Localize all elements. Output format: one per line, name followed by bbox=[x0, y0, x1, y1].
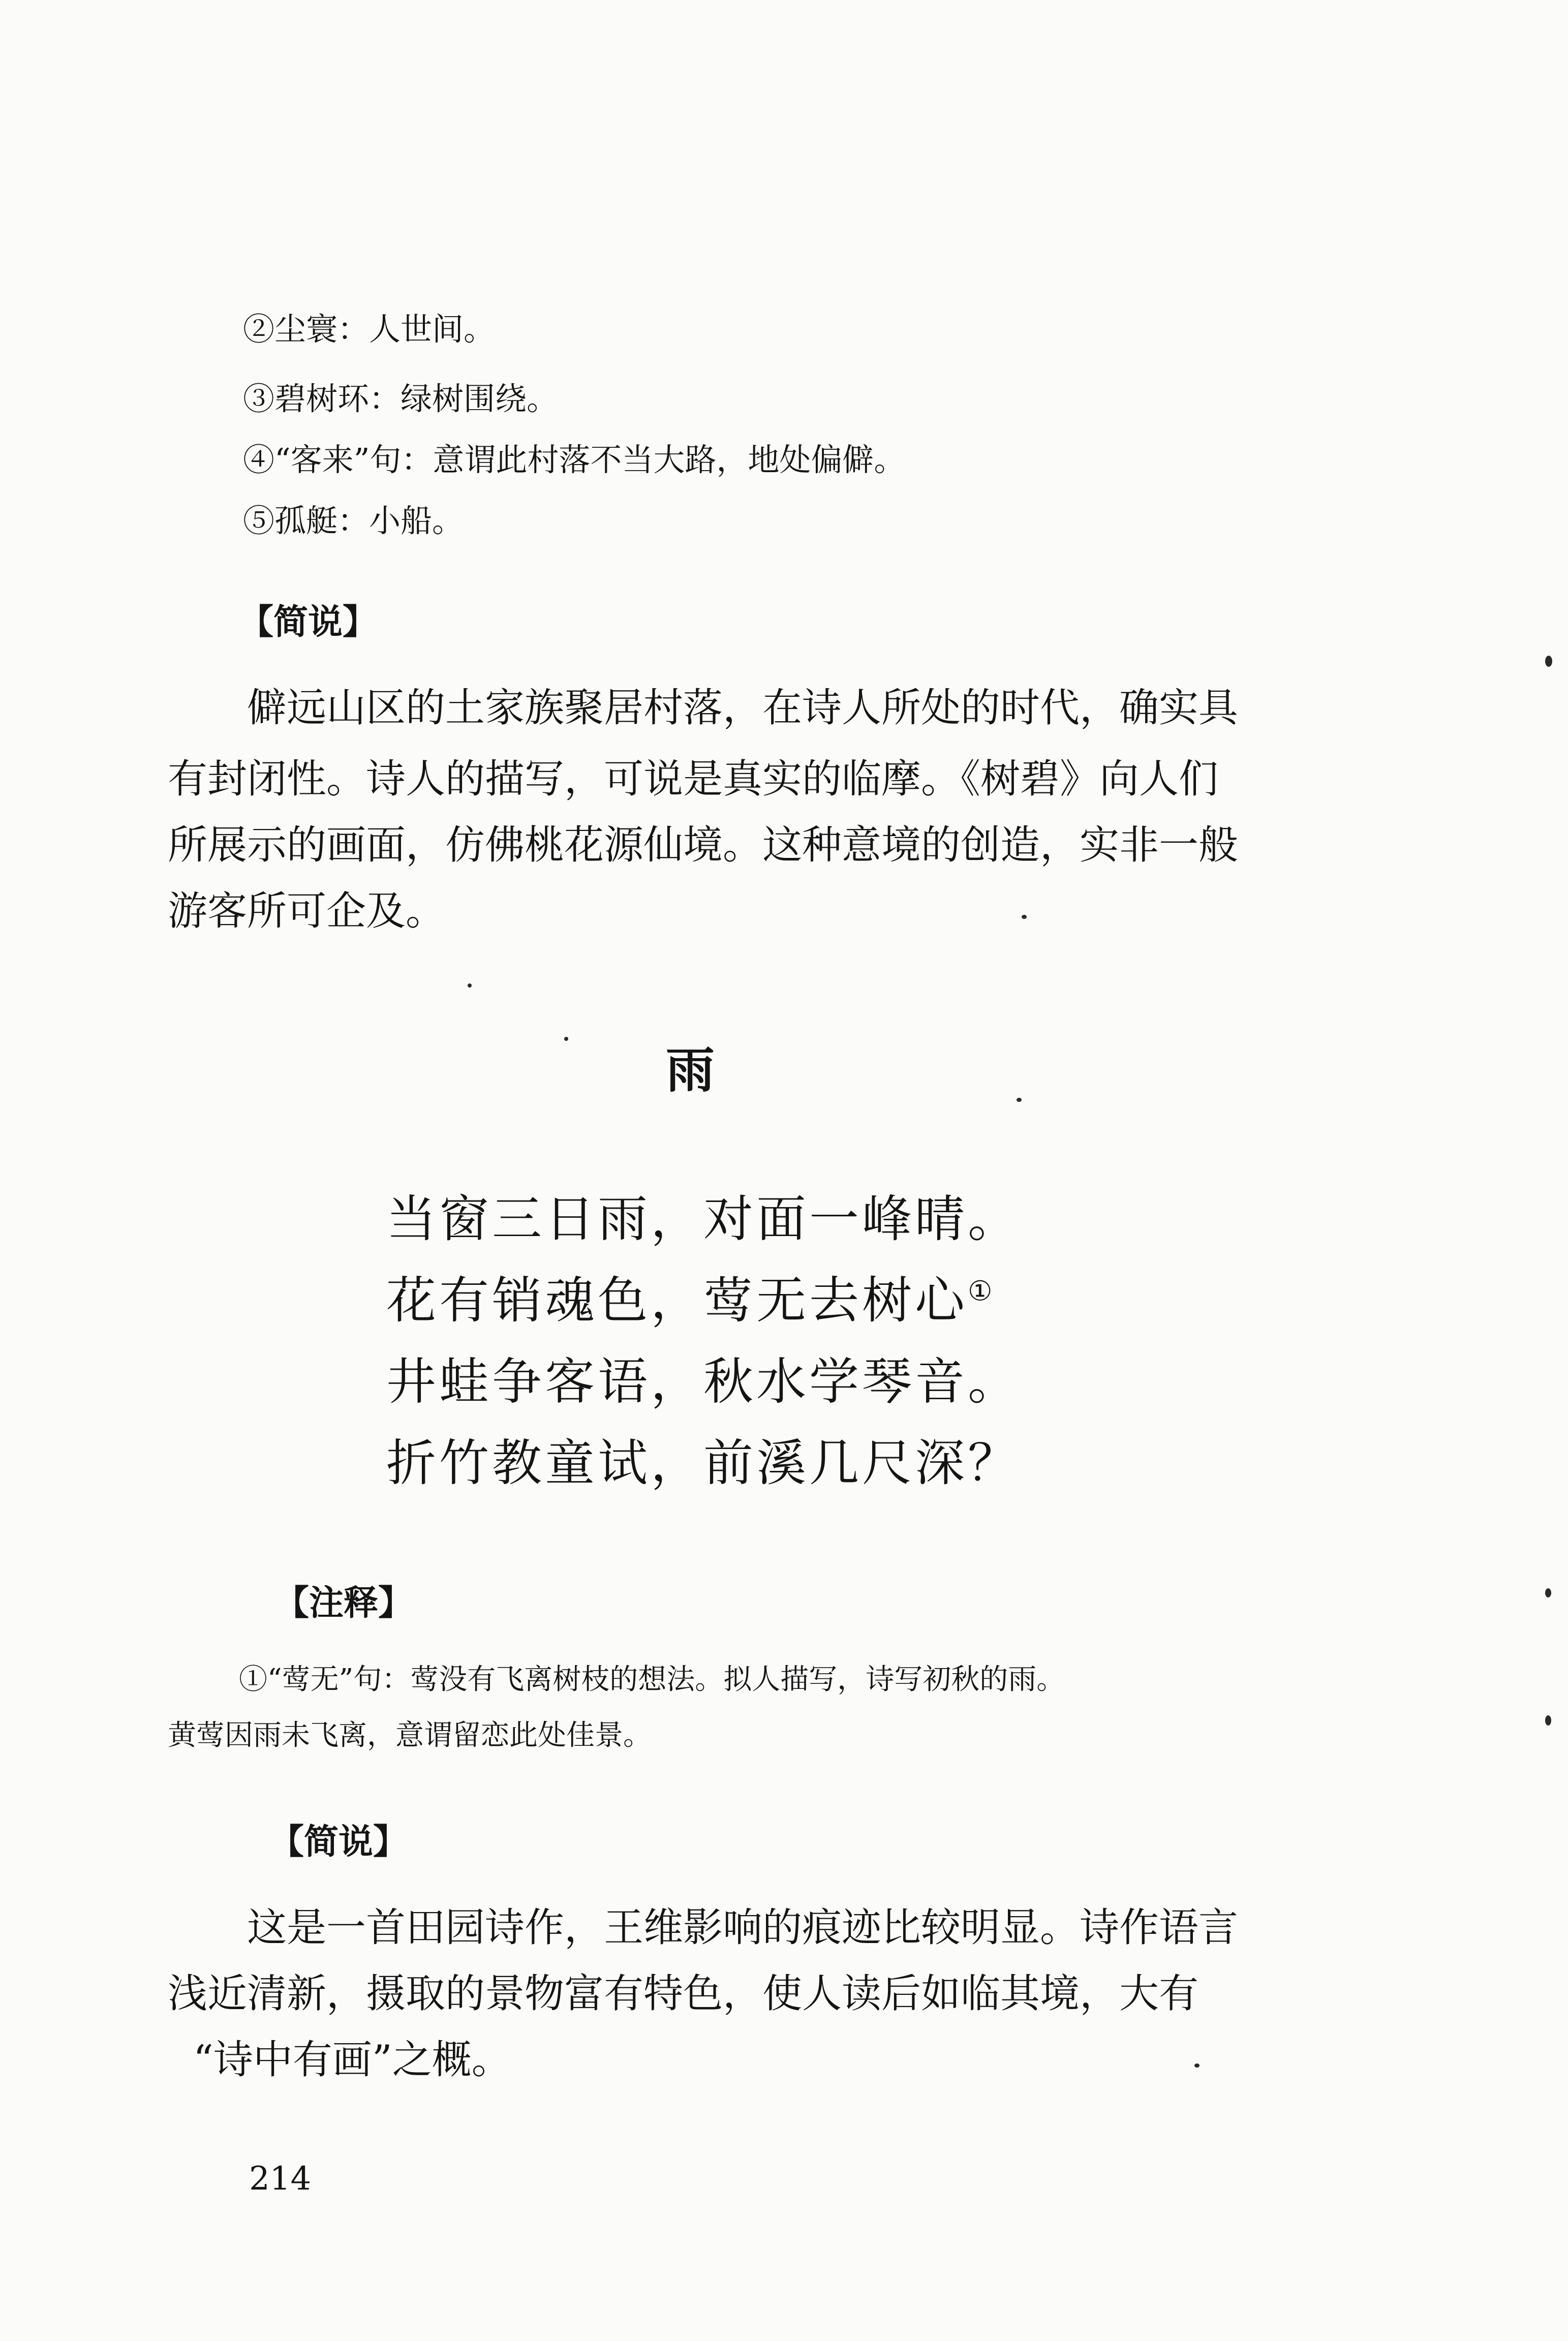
scan-speck bbox=[468, 983, 472, 988]
paragraph-line: 所展示的画面，仿佛桃花源仙境。这种意境的创造，实非一般 bbox=[168, 822, 1239, 868]
section-heading: 【注释】 bbox=[274, 1583, 413, 1623]
note-line: ②尘寰：人世间。 bbox=[243, 311, 496, 348]
section-heading: 【简说】 bbox=[239, 602, 378, 642]
note-line: ⑤孤艇：小船。 bbox=[243, 502, 464, 539]
paragraph-line: 浅近清新，摄取的景物富有特色，使人读后如临其境，大有 bbox=[168, 1971, 1199, 2017]
scan-speck bbox=[1194, 2063, 1200, 2068]
scan-speck bbox=[1545, 1715, 1551, 1726]
scan-speck bbox=[1545, 1588, 1551, 1597]
poem-line: 折竹教童试，前溪几尺深？ bbox=[386, 1434, 1021, 1492]
paragraph-line: 有封闭性。诗人的描写，可说是真实的临摩。《树碧》向人们 bbox=[168, 756, 1219, 802]
paragraph-line: 僻远山区的土家族聚居村落，在诗人所处的时代，确实具 bbox=[247, 685, 1239, 731]
section-heading: 【简说】 bbox=[269, 1822, 408, 1862]
poem-line: 井蛙争客语，秋水学琴音。 bbox=[386, 1353, 1021, 1411]
page-number: 214 bbox=[249, 2160, 312, 2198]
note-line: ④“客来”句：意谓此村落不当大路，地处偏僻。 bbox=[243, 441, 906, 478]
paragraph-line: 这是一首田园诗作，王维影响的痕迹比较明显。诗作语言 bbox=[247, 1905, 1239, 1951]
poem-title: 雨 bbox=[666, 1042, 715, 1099]
scan-speck bbox=[1022, 915, 1027, 919]
scan-speck bbox=[1545, 656, 1552, 667]
footnote-mark: ① bbox=[968, 1275, 996, 1307]
annotation-line: ①“莺无”句：莺没有飞离树枝的想法。拟人描写，诗写初秋的雨。 bbox=[239, 1663, 1065, 1696]
note-line: ③碧树环：绿树围绕。 bbox=[243, 380, 559, 417]
scan-speck bbox=[1017, 1098, 1022, 1102]
paragraph-line: “诗中有画”之概。 bbox=[193, 2037, 511, 2083]
scan-speck bbox=[564, 1037, 568, 1041]
annotation-line: 黄莺因雨未飞离，意谓留恋此处佳景。 bbox=[168, 1719, 652, 1752]
poem-line: 花有销魂色，莺无去树心① bbox=[386, 1272, 996, 1330]
paragraph-line: 游客所可企及。 bbox=[168, 888, 446, 934]
poem-line: 当窗三日雨，对面一峰晴。 bbox=[386, 1190, 1021, 1248]
